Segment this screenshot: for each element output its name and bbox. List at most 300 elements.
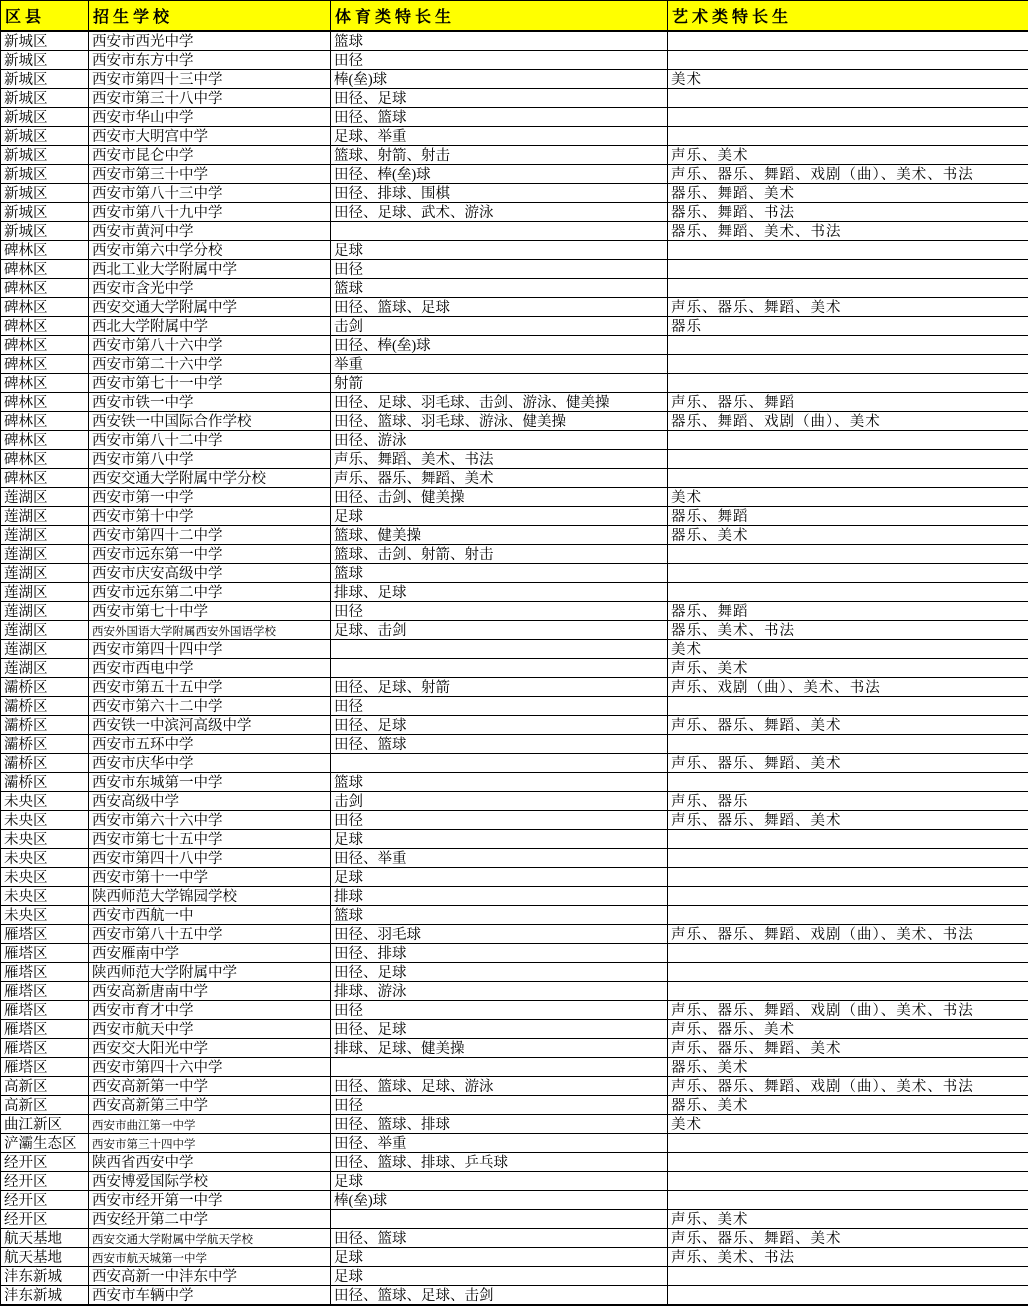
arts-cell: 声乐、美术 xyxy=(668,659,1028,678)
table-row xyxy=(1,887,1028,906)
arts-cell xyxy=(668,735,1028,754)
district-cell: 灞桥区 xyxy=(1,735,89,754)
sports-cell: 田径、足球 xyxy=(331,716,668,735)
district-cell: 灞桥区 xyxy=(1,697,89,716)
table-row xyxy=(1,279,1028,298)
district-cell: 未央区 xyxy=(1,811,89,830)
arts-cell xyxy=(668,355,1028,374)
district-cell: 新城区 xyxy=(1,51,89,70)
table-row xyxy=(1,222,1028,241)
school-cell: 西安经开第二中学 xyxy=(89,1210,331,1229)
arts-cell xyxy=(668,1267,1028,1286)
school-cell: 西安交通大学附属中学 xyxy=(89,298,331,317)
table-row xyxy=(1,336,1028,355)
school-cell: 西安市远东第一中学 xyxy=(89,545,331,564)
school-cell: 西安市五环中学 xyxy=(89,735,331,754)
header-district: 区县 xyxy=(1,1,89,32)
sports-cell: 排球 xyxy=(331,887,668,906)
table-row xyxy=(1,811,1028,830)
district-cell: 新城区 xyxy=(1,146,89,165)
table-row xyxy=(1,526,1028,545)
table-row xyxy=(1,431,1028,450)
district-cell: 碑林区 xyxy=(1,412,89,431)
arts-cell: 器乐、舞蹈 xyxy=(668,507,1028,526)
sports-cell: 田径、篮球、足球 xyxy=(331,298,668,317)
district-cell: 莲湖区 xyxy=(1,526,89,545)
table-row xyxy=(1,621,1028,640)
district-cell: 碑林区 xyxy=(1,260,89,279)
sports-cell: 足球 xyxy=(331,1267,668,1286)
district-cell: 雁塔区 xyxy=(1,1039,89,1058)
table-row xyxy=(1,1286,1028,1306)
table-row xyxy=(1,564,1028,583)
arts-cell xyxy=(668,1153,1028,1172)
district-cell: 雁塔区 xyxy=(1,1020,89,1039)
school-cell: 西安市第七十中学 xyxy=(89,602,331,621)
table-row xyxy=(1,1229,1028,1248)
arts-cell: 器乐、美术、书法 xyxy=(668,621,1028,640)
table-row xyxy=(1,1058,1028,1077)
arts-cell xyxy=(668,450,1028,469)
sports-cell: 篮球 xyxy=(331,773,668,792)
school-cell: 西安市西光中学 xyxy=(89,31,331,51)
district-cell: 雁塔区 xyxy=(1,1058,89,1077)
table-row xyxy=(1,583,1028,602)
school-cell: 西安高级中学 xyxy=(89,792,331,811)
district-cell: 曲江新区 xyxy=(1,1115,89,1134)
table-row xyxy=(1,393,1028,412)
arts-cell: 器乐、美术 xyxy=(668,526,1028,545)
arts-cell: 声乐、器乐、舞蹈、美术 xyxy=(668,811,1028,830)
district-cell: 莲湖区 xyxy=(1,564,89,583)
district-cell: 未央区 xyxy=(1,887,89,906)
table-row xyxy=(1,469,1028,488)
school-cell: 西安市第八十三中学 xyxy=(89,184,331,203)
arts-cell: 声乐、器乐、舞蹈、美术 xyxy=(668,298,1028,317)
district-cell: 灞桥区 xyxy=(1,754,89,773)
school-cell: 西北工业大学附属中学 xyxy=(89,260,331,279)
school-cell: 西安市西电中学 xyxy=(89,659,331,678)
table-row xyxy=(1,127,1028,146)
table-row xyxy=(1,108,1028,127)
arts-cell: 声乐、器乐、舞蹈、美术 xyxy=(668,1039,1028,1058)
school-cell: 西安市庆安高级中学 xyxy=(89,564,331,583)
district-cell: 雁塔区 xyxy=(1,1001,89,1020)
table-row xyxy=(1,1172,1028,1191)
table-row xyxy=(1,317,1028,336)
arts-cell xyxy=(668,773,1028,792)
table-row xyxy=(1,906,1028,925)
table-row xyxy=(1,963,1028,982)
sports-cell: 田径、篮球 xyxy=(331,108,668,127)
arts-cell xyxy=(668,982,1028,1001)
arts-cell xyxy=(668,906,1028,925)
school-cell: 西安市昆仑中学 xyxy=(89,146,331,165)
table-row xyxy=(1,507,1028,526)
school-cell: 西安市第八十九中学 xyxy=(89,203,331,222)
sports-cell: 棒(垒)球 xyxy=(331,70,668,89)
district-cell: 碑林区 xyxy=(1,431,89,450)
arts-cell: 声乐、器乐、舞蹈、戏剧（曲）、美术、书法 xyxy=(668,925,1028,944)
table-row xyxy=(1,697,1028,716)
arts-cell xyxy=(668,431,1028,450)
header-arts: 艺术类特长生 xyxy=(668,1,1028,32)
school-cell: 西安市第三十中学 xyxy=(89,165,331,184)
school-cell: 西安高新唐南中学 xyxy=(89,982,331,1001)
school-cell: 西安市第三十四中学 xyxy=(89,1134,331,1153)
arts-cell: 器乐、舞蹈、美术、书法 xyxy=(668,222,1028,241)
district-cell: 莲湖区 xyxy=(1,659,89,678)
arts-cell: 声乐、美术 xyxy=(668,146,1028,165)
district-cell: 碑林区 xyxy=(1,241,89,260)
table-row xyxy=(1,51,1028,70)
district-cell: 浐灞生态区 xyxy=(1,1134,89,1153)
table-row xyxy=(1,830,1028,849)
sports-cell: 田径、击剑、健美操 xyxy=(331,488,668,507)
arts-cell: 器乐 xyxy=(668,317,1028,336)
school-cell: 西安市第七十一中学 xyxy=(89,374,331,393)
table-row xyxy=(1,602,1028,621)
arts-cell xyxy=(668,469,1028,488)
table-row xyxy=(1,678,1028,697)
table-row xyxy=(1,374,1028,393)
table-row xyxy=(1,146,1028,165)
arts-cell xyxy=(668,1134,1028,1153)
table-row xyxy=(1,70,1028,89)
table-row xyxy=(1,849,1028,868)
district-cell: 新城区 xyxy=(1,70,89,89)
sports-cell: 田径 xyxy=(331,1001,668,1020)
arts-cell xyxy=(668,944,1028,963)
district-cell: 碑林区 xyxy=(1,450,89,469)
school-cell: 西安市铁一中学 xyxy=(89,393,331,412)
sports-cell: 排球、游泳 xyxy=(331,982,668,1001)
arts-cell: 声乐、美术 xyxy=(668,1210,1028,1229)
sports-cell: 田径、棒(垒)球 xyxy=(331,336,668,355)
school-cell: 西安交通大学附属中学航天学校 xyxy=(89,1229,331,1248)
table-row xyxy=(1,754,1028,773)
school-cell: 西安市第六中学分校 xyxy=(89,241,331,260)
district-cell: 新城区 xyxy=(1,127,89,146)
sports-cell: 田径、足球 xyxy=(331,963,668,982)
table-row xyxy=(1,203,1028,222)
school-cell: 西安市第六十六中学 xyxy=(89,811,331,830)
sports-cell: 击剑 xyxy=(331,317,668,336)
district-cell: 高新区 xyxy=(1,1096,89,1115)
sports-cell: 棒(垒)球 xyxy=(331,1191,668,1210)
district-cell: 雁塔区 xyxy=(1,944,89,963)
sports-cell: 田径、足球、武术、游泳 xyxy=(331,203,668,222)
school-cell: 西安市远东第二中学 xyxy=(89,583,331,602)
arts-cell xyxy=(668,963,1028,982)
school-cell: 西安市曲江第一中学 xyxy=(89,1115,331,1134)
header-row xyxy=(1,1,1028,32)
arts-cell: 器乐、美术 xyxy=(668,1058,1028,1077)
school-cell: 陕西师范大学附属中学 xyxy=(89,963,331,982)
school-cell: 西安高新第三中学 xyxy=(89,1096,331,1115)
sports-cell: 足球 xyxy=(331,1248,668,1267)
district-cell: 经开区 xyxy=(1,1191,89,1210)
table-row xyxy=(1,1001,1028,1020)
arts-cell: 声乐、器乐 xyxy=(668,792,1028,811)
arts-cell: 美术 xyxy=(668,640,1028,659)
district-cell: 莲湖区 xyxy=(1,640,89,659)
arts-cell: 器乐、舞蹈、美术 xyxy=(668,184,1028,203)
district-cell: 经开区 xyxy=(1,1172,89,1191)
district-cell: 莲湖区 xyxy=(1,488,89,507)
sports-cell: 田径 xyxy=(331,697,668,716)
school-cell: 西安市第八十五中学 xyxy=(89,925,331,944)
table-row xyxy=(1,450,1028,469)
sports-cell: 篮球、健美操 xyxy=(331,526,668,545)
district-cell: 未央区 xyxy=(1,792,89,811)
arts-cell: 美术 xyxy=(668,1115,1028,1134)
arts-cell xyxy=(668,697,1028,716)
sports-cell: 排球、足球、健美操 xyxy=(331,1039,668,1058)
sports-cell: 田径、举重 xyxy=(331,1134,668,1153)
school-cell: 陕西省西安中学 xyxy=(89,1153,331,1172)
district-cell: 新城区 xyxy=(1,165,89,184)
table-row xyxy=(1,1020,1028,1039)
table-row xyxy=(1,1077,1028,1096)
arts-cell: 声乐、器乐、舞蹈、戏剧（曲）、美术、书法 xyxy=(668,165,1028,184)
district-cell: 沣东新城 xyxy=(1,1286,89,1306)
district-cell: 新城区 xyxy=(1,222,89,241)
school-cell: 西安市东城第一中学 xyxy=(89,773,331,792)
district-cell: 雁塔区 xyxy=(1,963,89,982)
district-cell: 新城区 xyxy=(1,184,89,203)
arts-cell xyxy=(668,1191,1028,1210)
sports-cell: 田径、排球 xyxy=(331,944,668,963)
sports-cell xyxy=(331,1058,668,1077)
table-row xyxy=(1,1248,1028,1267)
district-cell: 未央区 xyxy=(1,830,89,849)
school-cell: 西安市第三十八中学 xyxy=(89,89,331,108)
arts-cell: 声乐、美术、书法 xyxy=(668,1248,1028,1267)
district-cell: 碑林区 xyxy=(1,469,89,488)
district-cell: 新城区 xyxy=(1,89,89,108)
sports-cell xyxy=(331,222,668,241)
sports-cell: 篮球、击剑、射箭、射击 xyxy=(331,545,668,564)
sports-cell: 田径、篮球、足球、游泳 xyxy=(331,1077,668,1096)
table-row xyxy=(1,925,1028,944)
district-cell: 莲湖区 xyxy=(1,545,89,564)
arts-cell xyxy=(668,545,1028,564)
school-cell: 西安市第八十二中学 xyxy=(89,431,331,450)
table-row xyxy=(1,241,1028,260)
school-cell: 西安铁一中国际合作学校 xyxy=(89,412,331,431)
arts-cell xyxy=(668,127,1028,146)
school-cell: 西安市第八十六中学 xyxy=(89,336,331,355)
arts-cell: 声乐、器乐、舞蹈、美术 xyxy=(668,754,1028,773)
arts-cell xyxy=(668,336,1028,355)
school-cell: 西安市第七十五中学 xyxy=(89,830,331,849)
arts-cell xyxy=(668,830,1028,849)
table-row xyxy=(1,1039,1028,1058)
arts-cell xyxy=(668,1286,1028,1306)
arts-cell: 声乐、器乐、舞蹈、戏剧（曲）、美术、书法 xyxy=(668,1077,1028,1096)
district-cell: 灞桥区 xyxy=(1,678,89,697)
arts-cell: 器乐、美术 xyxy=(668,1096,1028,1115)
arts-cell xyxy=(668,583,1028,602)
arts-cell xyxy=(668,1172,1028,1191)
table-row xyxy=(1,716,1028,735)
arts-cell: 美术 xyxy=(668,70,1028,89)
arts-cell: 器乐、舞蹈 xyxy=(668,602,1028,621)
district-cell: 莲湖区 xyxy=(1,602,89,621)
arts-cell: 美术 xyxy=(668,488,1028,507)
district-cell: 新城区 xyxy=(1,108,89,127)
sports-cell: 足球 xyxy=(331,830,668,849)
district-cell: 新城区 xyxy=(1,31,89,51)
school-cell: 西安市东方中学 xyxy=(89,51,331,70)
school-cell: 西安市航天中学 xyxy=(89,1020,331,1039)
table-row xyxy=(1,412,1028,431)
school-cell: 西安交通大学附属中学分校 xyxy=(89,469,331,488)
table-row xyxy=(1,165,1028,184)
sports-cell: 田径、羽毛球 xyxy=(331,925,668,944)
school-cell: 西安市华山中学 xyxy=(89,108,331,127)
school-cell: 西安雁南中学 xyxy=(89,944,331,963)
arts-cell xyxy=(668,279,1028,298)
table-row xyxy=(1,1210,1028,1229)
sports-cell: 击剑 xyxy=(331,792,668,811)
district-cell: 莲湖区 xyxy=(1,621,89,640)
school-cell: 西安市第十一中学 xyxy=(89,868,331,887)
table-row xyxy=(1,792,1028,811)
sports-cell: 田径、排球、围棋 xyxy=(331,184,668,203)
sports-cell: 田径、举重 xyxy=(331,849,668,868)
sports-cell: 排球、足球 xyxy=(331,583,668,602)
sports-cell: 足球、举重 xyxy=(331,127,668,146)
district-cell: 未央区 xyxy=(1,849,89,868)
district-cell: 经开区 xyxy=(1,1153,89,1172)
sports-cell: 田径、篮球、排球 xyxy=(331,1115,668,1134)
district-cell: 高新区 xyxy=(1,1077,89,1096)
school-cell: 西安外国语大学附属西安外国语学校 xyxy=(89,621,331,640)
district-cell: 雁塔区 xyxy=(1,982,89,1001)
district-cell: 碑林区 xyxy=(1,279,89,298)
table-row xyxy=(1,1115,1028,1134)
arts-cell: 声乐、器乐、舞蹈 xyxy=(668,393,1028,412)
district-cell: 莲湖区 xyxy=(1,507,89,526)
district-cell: 未央区 xyxy=(1,868,89,887)
arts-cell xyxy=(668,374,1028,393)
district-cell: 航天基地 xyxy=(1,1229,89,1248)
table-row xyxy=(1,659,1028,678)
district-cell: 沣东新城 xyxy=(1,1267,89,1286)
sports-cell: 篮球 xyxy=(331,564,668,583)
sports-cell: 田径、篮球、足球、击剑 xyxy=(331,1286,668,1306)
sports-cell xyxy=(331,754,668,773)
district-cell: 雁塔区 xyxy=(1,925,89,944)
table-row xyxy=(1,184,1028,203)
sports-cell: 足球 xyxy=(331,507,668,526)
sports-cell: 举重 xyxy=(331,355,668,374)
school-cell: 西安高新一中沣东中学 xyxy=(89,1267,331,1286)
sports-cell: 声乐、舞蹈、美术、书法 xyxy=(331,450,668,469)
sports-cell: 田径 xyxy=(331,811,668,830)
school-cell: 西安市大明宫中学 xyxy=(89,127,331,146)
arts-cell xyxy=(668,868,1028,887)
sports-cell: 田径 xyxy=(331,602,668,621)
district-cell: 碑林区 xyxy=(1,336,89,355)
arts-cell xyxy=(668,241,1028,260)
sports-cell: 田径、足球、射箭 xyxy=(331,678,668,697)
table-row xyxy=(1,868,1028,887)
arts-cell xyxy=(668,51,1028,70)
sports-cell: 田径 xyxy=(331,1096,668,1115)
school-cell: 西安市第六十二中学 xyxy=(89,697,331,716)
district-cell: 碑林区 xyxy=(1,374,89,393)
school-cell: 西安铁一中滨河高级中学 xyxy=(89,716,331,735)
table-row xyxy=(1,298,1028,317)
sports-cell: 田径、篮球 xyxy=(331,735,668,754)
arts-cell: 声乐、器乐、舞蹈、戏剧（曲）、美术、书法 xyxy=(668,1001,1028,1020)
header-school: 招生学校 xyxy=(89,1,331,32)
sports-cell: 篮球 xyxy=(331,279,668,298)
arts-cell xyxy=(668,108,1028,127)
table-row xyxy=(1,89,1028,108)
district-cell: 莲湖区 xyxy=(1,583,89,602)
table-row xyxy=(1,1267,1028,1286)
school-cell: 西北大学附属中学 xyxy=(89,317,331,336)
table-row xyxy=(1,735,1028,754)
arts-cell xyxy=(668,260,1028,279)
district-cell: 航天基地 xyxy=(1,1248,89,1267)
arts-cell xyxy=(668,849,1028,868)
sports-cell: 足球 xyxy=(331,241,668,260)
arts-cell: 声乐、器乐、舞蹈、美术 xyxy=(668,1229,1028,1248)
school-cell: 陕西师范大学锦园学校 xyxy=(89,887,331,906)
school-cell: 西安市第一中学 xyxy=(89,488,331,507)
district-cell: 经开区 xyxy=(1,1210,89,1229)
sports-cell: 篮球 xyxy=(331,31,668,51)
table-row xyxy=(1,488,1028,507)
school-cell: 西安高新第一中学 xyxy=(89,1077,331,1096)
school-cell: 西安市车辆中学 xyxy=(89,1286,331,1306)
sports-cell: 田径、篮球、羽毛球、游泳、健美操 xyxy=(331,412,668,431)
school-cell: 西安市第五十五中学 xyxy=(89,678,331,697)
school-cell: 西安市含光中学 xyxy=(89,279,331,298)
sports-cell: 篮球 xyxy=(331,906,668,925)
district-cell: 碑林区 xyxy=(1,298,89,317)
table-row xyxy=(1,1096,1028,1115)
school-cell: 西安市黄河中学 xyxy=(89,222,331,241)
school-cell: 西安市庆华中学 xyxy=(89,754,331,773)
arts-cell xyxy=(668,31,1028,51)
table-row xyxy=(1,1134,1028,1153)
table-row xyxy=(1,982,1028,1001)
sports-cell xyxy=(331,640,668,659)
district-cell: 碑林区 xyxy=(1,317,89,336)
arts-cell: 器乐、舞蹈、书法 xyxy=(668,203,1028,222)
sports-cell: 足球、击剑 xyxy=(331,621,668,640)
district-cell: 灞桥区 xyxy=(1,773,89,792)
school-cell: 西安市第四十八中学 xyxy=(89,849,331,868)
sports-cell: 田径 xyxy=(331,51,668,70)
sports-cell: 田径、游泳 xyxy=(331,431,668,450)
arts-cell: 声乐、戏剧（曲）、美术、书法 xyxy=(668,678,1028,697)
arts-cell xyxy=(668,887,1028,906)
sports-cell xyxy=(331,1210,668,1229)
sports-cell: 足球 xyxy=(331,868,668,887)
table-row xyxy=(1,545,1028,564)
table-body xyxy=(1,31,1028,1305)
school-cell: 西安市第八中学 xyxy=(89,450,331,469)
table-row xyxy=(1,944,1028,963)
school-cell: 西安市第四十二中学 xyxy=(89,526,331,545)
